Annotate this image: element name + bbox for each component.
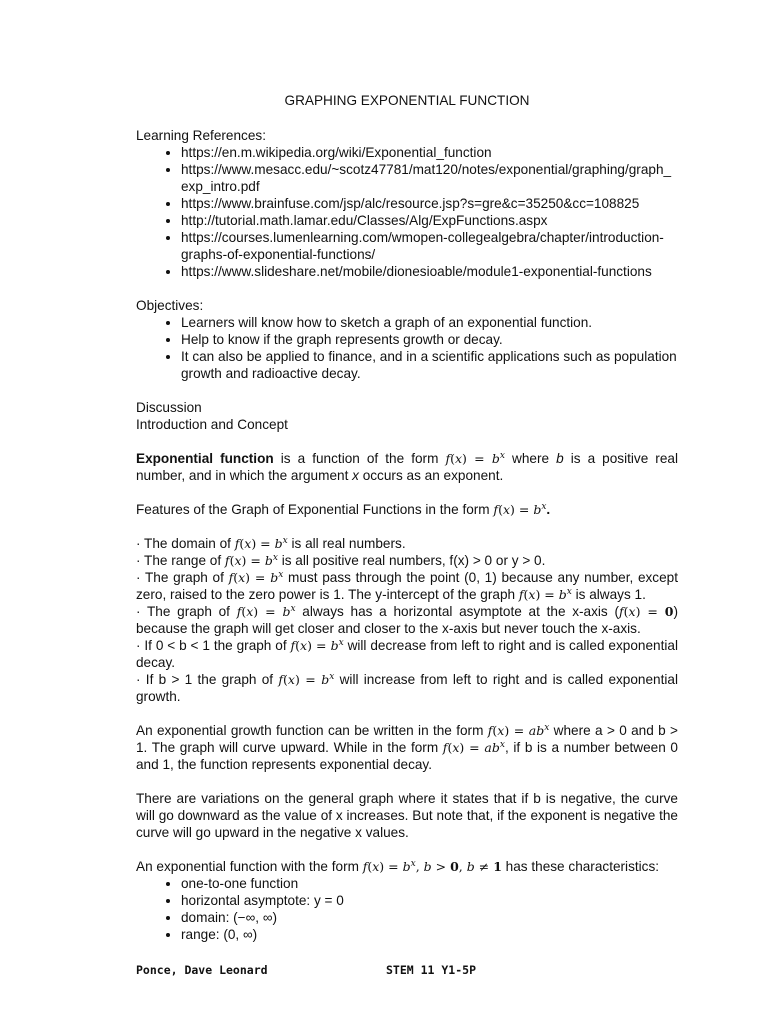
footer-section: STEM 11 Y1-5P	[386, 963, 477, 977]
discussion-label: Discussion	[136, 400, 202, 415]
growth-paragraph: An exponential growth function can be written in the form $f(x) = ab^x$ where a > 0 and b > 1. The graph will curve upward. While in the form $f(x) = ab^x$, if b is a number between 0 and 1, the function represents exponential decay.	[136, 722, 678, 772]
objectives-label: Objectives:	[136, 298, 204, 313]
references-label: Learning References:	[136, 128, 266, 143]
characteristic-item: • domain: (−∞, ∞)	[181, 909, 678, 926]
characteristic-item: • one-to-one function	[181, 875, 678, 892]
feature-item: · If b > 1 the graph of $f(x) = b^x$ will increase from left to right and is called exponential growth.	[136, 671, 678, 704]
reference-link[interactable]: • https://www.slideshare.net/mobile/dionesioable/module1-exponential-functions	[181, 263, 678, 280]
objective-item: • Help to know if the graph represents growth or decay.	[181, 331, 678, 348]
footer-author: Ponce, Dave Leonard	[136, 963, 268, 977]
reference-link[interactable]: • https://www.mesacc.edu/~scotz47781/mat120/notes/exponential/graphing/graph_exp_intro.pdf	[181, 161, 678, 195]
document-title: GRAPHING EXPONENTIAL FUNCTION	[284, 93, 530, 108]
feature-item: · The range of $f(x) = b^x$ is all positive real numbers, f(x) > 0 or y > 0.	[136, 552, 546, 568]
reference-link[interactable]: • https://www.brainfuse.com/jsp/alc/resource.jsp?s=gre&c=35250&cc=108825	[181, 195, 678, 212]
definition-paragraph: Exponential function is a function of the form $f(x) = b^x$ where b is a positive real number, and in which the argument x occurs as an exponent.	[136, 450, 678, 483]
discussion-sublabel: Introduction and Concept	[136, 417, 288, 432]
characteristics-list	[136, 875, 678, 943]
characteristic-item: • horizontal asymptote: y = 0	[181, 892, 678, 909]
reference-link[interactable]: • https://en.m.wikipedia.org/wiki/Exponential_function	[181, 144, 678, 161]
characteristic-item: • range: (0, ∞)	[181, 926, 678, 943]
document-body	[136, 92, 678, 943]
objective-item: • It can also be applied to finance, and in a scientific applications such as population growth and radioactive decay.	[181, 348, 678, 382]
feature-item: · The graph of $f(x) = b^x$ must pass through the point (0, 1) because any number, except zero, raised to the zero power is 1. The y-intercept of the graph $f(x) = b^x$ is always 1.	[136, 569, 678, 602]
references-list	[136, 144, 678, 280]
characteristics-intro: An exponential function with the form $f(x) = b^x$, b > 0, b ≠ 1 has these characteristics:	[136, 858, 660, 874]
variations-paragraph: There are variations on the general graph where it states that if b is negative, the curve will go downward as the value of x increases. But note that, if the exponent is negative the curve will go upward in the negative x values.	[136, 791, 678, 840]
objectives-list	[136, 314, 678, 382]
features-intro: Features of the Graph of Exponential Functions in the form $f(x) = b^x$.	[136, 501, 551, 517]
reference-link[interactable]: • https://courses.lumenlearning.com/wmopen-collegealgebra/chapter/introduction-graphs-of-exponential-functions/	[181, 229, 678, 263]
feature-item: · If 0 < b < 1 the graph of $f(x) = b^x$ will decrease from left to right and is called exponential decay.	[136, 637, 678, 670]
feature-item: · The domain of $f(x) = b^x$ is all real numbers.	[136, 535, 406, 551]
definition-term: Exponential function	[136, 451, 274, 466]
feature-item: · The graph of $f(x) = b^x$ always has a horizontal asymptote at the x-axis (f(x) = 0) because the graph will get closer and closer to the x-axis but never touch the x-axis.	[136, 603, 678, 636]
objective-item: • Learners will know how to sketch a graph of an exponential function.	[181, 314, 678, 331]
features-list	[136, 535, 678, 705]
reference-link[interactable]: • http://tutorial.math.lamar.edu/Classes/Alg/ExpFunctions.aspx	[181, 212, 678, 229]
